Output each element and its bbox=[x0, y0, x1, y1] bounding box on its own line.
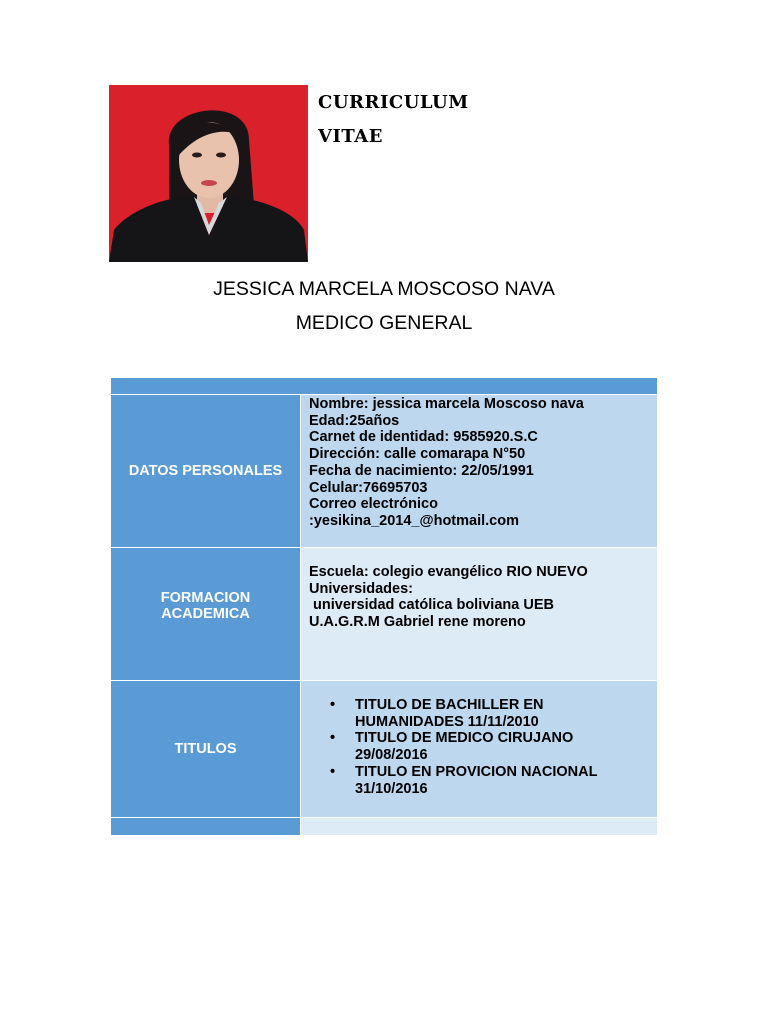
list-item bbox=[355, 697, 649, 730]
titulo-line: • TITULO DE BACHILLER EN bbox=[355, 697, 544, 713]
list-item bbox=[355, 764, 649, 797]
list-item bbox=[355, 730, 649, 763]
cv-table bbox=[111, 378, 657, 835]
formacion-line: universidad católica boliviana UEB bbox=[309, 597, 554, 614]
table-row-formacion-academica bbox=[111, 547, 657, 680]
titulo-line: • TITULO DE MEDICO CIRUJANO bbox=[355, 730, 574, 747]
titulo-line: • TITULO EN PROVICION NACIONAL bbox=[355, 763, 598, 780]
formacion-line: U.A.G.R.M Gabriel rene moreno bbox=[309, 614, 526, 631]
table-row-titulos bbox=[111, 680, 657, 817]
section-content-formacion-academica bbox=[301, 548, 657, 680]
section-label-formacion-academica bbox=[111, 548, 301, 680]
datos-line: Correo electrónico bbox=[309, 496, 438, 513]
cv-title-line2: VITAE bbox=[318, 126, 383, 147]
email-line: :yesikina_2014_@hotmail.com bbox=[309, 512, 519, 529]
datos-line: Dirección: calle comarapa N°50 bbox=[309, 446, 526, 463]
table-footer-row bbox=[111, 817, 657, 835]
table-header-band bbox=[111, 378, 657, 394]
datos-line: Nombre: jessica marcela Moscoso nava bbox=[309, 396, 584, 412]
footer-right-cell bbox=[301, 818, 657, 835]
formacion-line: Universidades: bbox=[309, 580, 413, 597]
cv-title-line1: CURRICULUM bbox=[318, 92, 469, 113]
titulo-line: HUMANIDADES 11/11/2010 bbox=[355, 713, 539, 730]
profile-photo bbox=[109, 85, 308, 262]
profession-title: MEDICO GENERAL bbox=[295, 312, 473, 334]
datos-line: Celular:76695703 bbox=[309, 479, 428, 496]
cv-title bbox=[318, 86, 469, 154]
titulo-line: 29/08/2016 bbox=[355, 747, 428, 764]
person-name: JESSICA MARCELA MOSCOSO NAVA bbox=[213, 278, 555, 300]
section-content-titulos bbox=[301, 681, 657, 817]
section-content-datos-personales bbox=[301, 395, 657, 547]
section-label-datos-personales: DATOS PERSONALES bbox=[111, 395, 301, 547]
datos-line: Carnet de identidad: 9585920.S.C bbox=[309, 429, 538, 446]
datos-line: Edad:25años bbox=[309, 412, 400, 429]
footer-left-cell bbox=[111, 818, 301, 835]
table-row-datos-personales bbox=[111, 394, 657, 547]
datos-line: Fecha de nacimiento: 22/05/1991 bbox=[309, 462, 534, 479]
titulos-list bbox=[309, 697, 649, 797]
section-label-line: ACADEMICA bbox=[161, 606, 250, 622]
formacion-line: Escuela: colegio evangélico RIO NUEVO bbox=[309, 564, 588, 580]
section-label-line: FORMACION bbox=[160, 590, 251, 606]
titulo-line: 31/10/2016 bbox=[355, 780, 428, 797]
portrait-image bbox=[109, 85, 308, 262]
section-label-titulos: TITULOS bbox=[111, 681, 301, 817]
